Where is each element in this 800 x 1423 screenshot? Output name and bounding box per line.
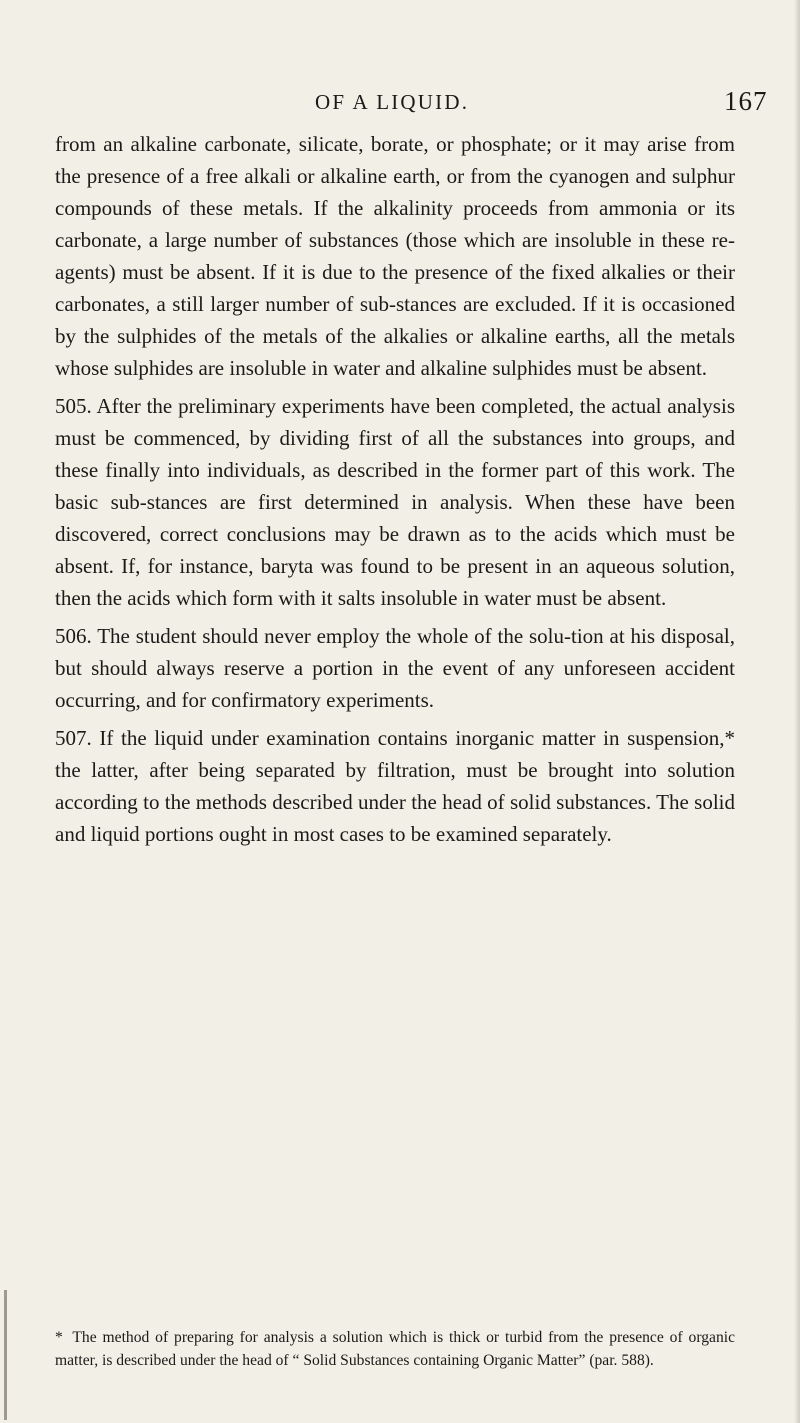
footnote	[55, 1326, 735, 1372]
page-edge-shadow	[794, 0, 800, 1423]
paragraph-505	[55, 390, 735, 614]
footnote-text: The method of preparing for analysis a solution which is thick or turbid from the presence of organic matter, is described under the head of “ Solid Substances containing Organic Matter” (par. 588).	[55, 1329, 736, 1369]
paragraph-text: The student should never employ the whole of the solu-tion at his disposal, but should always reserve a portion in the event of any unforeseen accident occurring, and for confirmatory experiments.	[55, 624, 735, 712]
paragraph-number: 506.	[55, 624, 92, 648]
body-text	[55, 120, 735, 850]
paragraph-number: 507.	[55, 726, 92, 750]
paragraph-text: After the preliminary experiments have been completed, the actual analysis must be commenced, by dividing first of all the substances into groups, and these finally into individuals, as described in the former part of this work. The basic sub-stances are first determined in analysis. When these have been discovered, correct conclusions may be drawn as to the acids which must be absent. If, for instance, baryta was found to be present in an aqueous solution, then the acids which form with it salts insoluble in water must be absent.	[55, 394, 735, 610]
paragraph-text: from an alkaline carbonate, silicate, borate, or phosphate; or it may arise from the presence of a free alkali or alkaline earth, or from the cyanogen and sulphur compounds of these metals. If the alkalinity proceeds from ammonia or its carbonate, a large number of substances (those which are insoluble in these re-agents) must be absent. If it is due to the presence of the fixed alkalies or their carbonates, a still larger number of sub-stances are excluded. If it is occasioned by the sulphides of the metals of the alkalies or alkaline earths, all the metals whose sulphides are insoluble in water and alkaline sulphides must be absent.	[55, 132, 735, 380]
running-head	[0, 86, 800, 120]
footnote-paragraph	[55, 1326, 735, 1372]
page-number: 167	[724, 86, 768, 116]
paragraph-number: 505.	[55, 394, 92, 418]
paragraph-continued	[55, 120, 735, 384]
binding-edge-mark	[4, 1290, 7, 1420]
footnote-marker: *	[55, 1329, 63, 1346]
paragraph-506	[55, 620, 735, 716]
running-title: OF A LIQUID.	[315, 90, 470, 114]
paragraph-507	[55, 722, 735, 850]
paragraph-text: If the liquid under examination contains inorganic matter in suspension,* the latter, after being separated by filtration, must be brought into solution according to the methods described under the head of solid substances. The solid and liquid portions ought in most cases to be examined separately.	[55, 726, 736, 846]
